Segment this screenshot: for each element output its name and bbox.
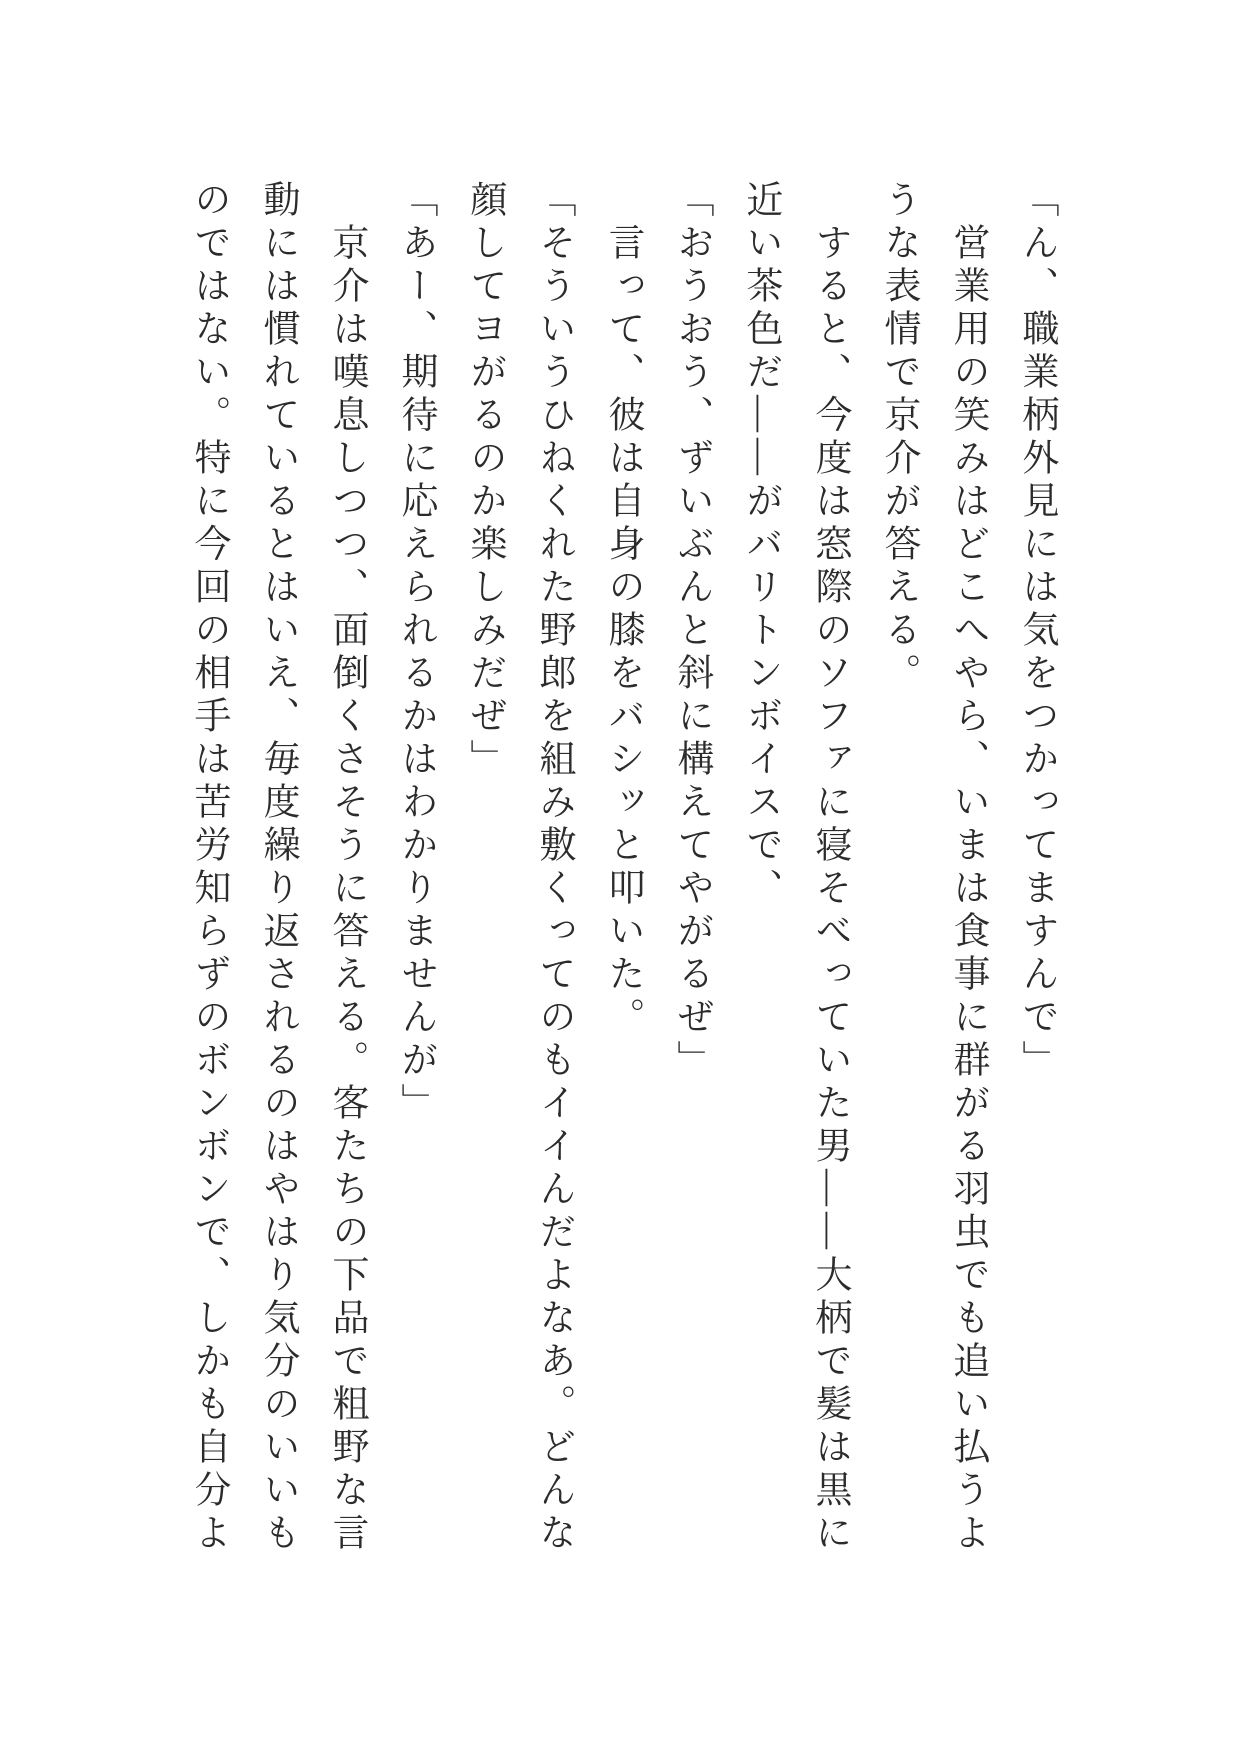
text-line: すると、今度は窓際のソファに寝そべっていた男――大柄で髪は黒に (809, 180, 850, 1556)
text-line: 近い茶色だ――がバリトンボイスで、 (740, 180, 781, 911)
text-line: 顔してヨがるのか楽しみだぜ」 (464, 180, 505, 782)
text-line: 営業用の笑みはどこへやら、いまは食事に群がる羽虫でも追い払うよ (947, 180, 988, 1556)
text-line: 「そういうひねくれた野郎を組み敷くってのもイイんだよなあ。どんな (533, 180, 574, 1556)
text-line: 言って、彼は自身の膝をバシッと叩いた。 (602, 180, 643, 1040)
text-line: 動には慣れているとはいえ、毎度繰り返されるのはやはり気分のいいも (257, 180, 298, 1556)
text-line: のではない。特に今回の相手は苦労知らずのボンボンで、しかも自分よ (188, 180, 229, 1556)
text-line: 京介は嘆息しつつ、面倒くさそうに答える。客たちの下品で粗野な言 (326, 180, 367, 1556)
text-line: 「おうおう、ずいぶんと斜に構えてやがるぜ」 (671, 180, 712, 1083)
text-line: 「ん、職業柄外見には気をつかってますんで」 (1016, 180, 1057, 1083)
text-line: うな表情で京介が答える。 (878, 180, 919, 696)
vertical-text-block (174, 180, 1071, 1560)
text-line: 「あー、期待に応えられるかはわかりませんが」 (395, 180, 436, 1126)
